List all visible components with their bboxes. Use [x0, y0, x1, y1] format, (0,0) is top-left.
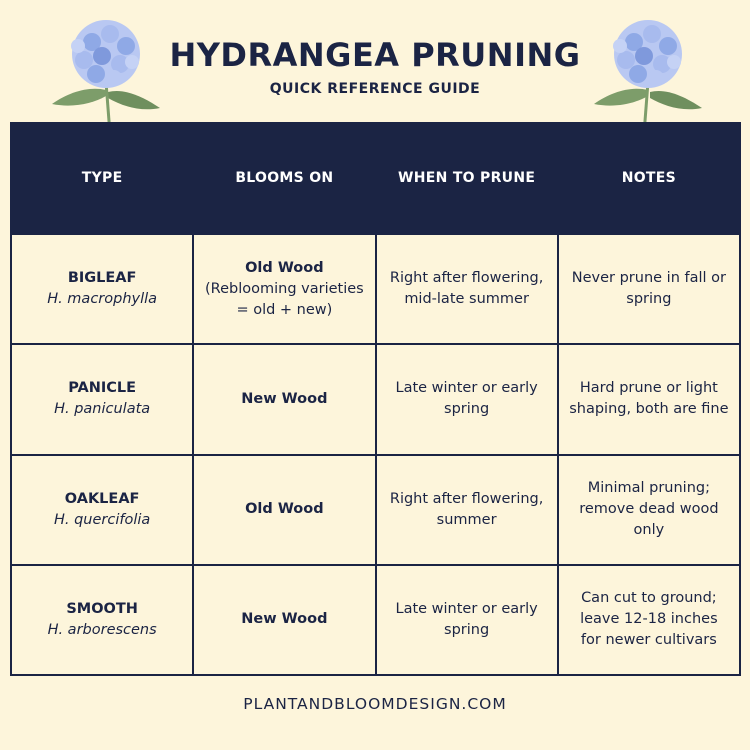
type-cell: [11, 234, 193, 344]
column-header-notes: NOTES: [558, 123, 740, 234]
blooms-on-note: (Reblooming varieties = old + new): [205, 280, 364, 318]
table-header-row: [11, 123, 740, 234]
type-cell: [11, 344, 193, 454]
notes-cell: Hard prune or light shaping, both are fine: [558, 344, 740, 454]
scientific-name: H. arborescens: [47, 621, 157, 638]
blooms-on-cell: [193, 455, 375, 565]
blooms-on-value: New Wood: [241, 390, 328, 407]
column-header-when-to-prune: WHEN TO PRUNE: [376, 123, 558, 234]
table-row: [11, 344, 740, 454]
blooms-on-value: Old Wood: [245, 259, 324, 276]
blooms-on-cell: [193, 234, 375, 344]
type-name: OAKLEAF: [64, 490, 140, 507]
when-to-prune-cell: Right after flowering, summer: [376, 455, 558, 565]
hydrangea-flower-icon: [44, 12, 168, 136]
type-cell: [11, 455, 193, 565]
type-name: BIGLEAF: [67, 270, 137, 287]
when-to-prune-cell: Right after flowering, mid-late summer: [376, 234, 558, 344]
type-cell: [11, 565, 193, 675]
notes-cell: Can cut to ground; leave 12-18 inches for newer cultivars: [558, 565, 740, 675]
notes-cell: Minimal pruning; remove dead wood only: [558, 455, 740, 565]
hydrangea-flower-icon: [586, 12, 710, 136]
type-name: SMOOTH: [66, 600, 138, 617]
scientific-name: H. macrophylla: [47, 291, 158, 308]
type-name: PANICLE: [68, 380, 137, 397]
pruning-table: [10, 122, 741, 676]
scientific-name: H. quercifolia: [53, 511, 151, 528]
footer-website: PLANTANDBLOOMDESIGN.COM: [243, 695, 507, 713]
blooms-on-value: New Wood: [241, 611, 328, 628]
blooms-on-value: Old Wood: [245, 501, 324, 518]
blooms-on-cell: [193, 565, 375, 675]
page-title: HYDRANGEA PRUNING: [169, 36, 581, 74]
when-to-prune-cell: Late winter or early spring: [376, 344, 558, 454]
blooms-on-cell: [193, 344, 375, 454]
table-row: [11, 455, 740, 565]
table-row: [11, 565, 740, 675]
column-header-type: TYPE: [11, 123, 193, 234]
column-header-blooms-on: BLOOMS ON: [193, 123, 375, 234]
table-row: [11, 234, 740, 344]
page-subtitle: QUICK REFERENCE GUIDE: [269, 81, 481, 97]
notes-cell: Never prune in fall or spring: [558, 234, 740, 344]
when-to-prune-cell: Late winter or early spring: [376, 565, 558, 675]
scientific-name: H. paniculata: [54, 401, 151, 418]
